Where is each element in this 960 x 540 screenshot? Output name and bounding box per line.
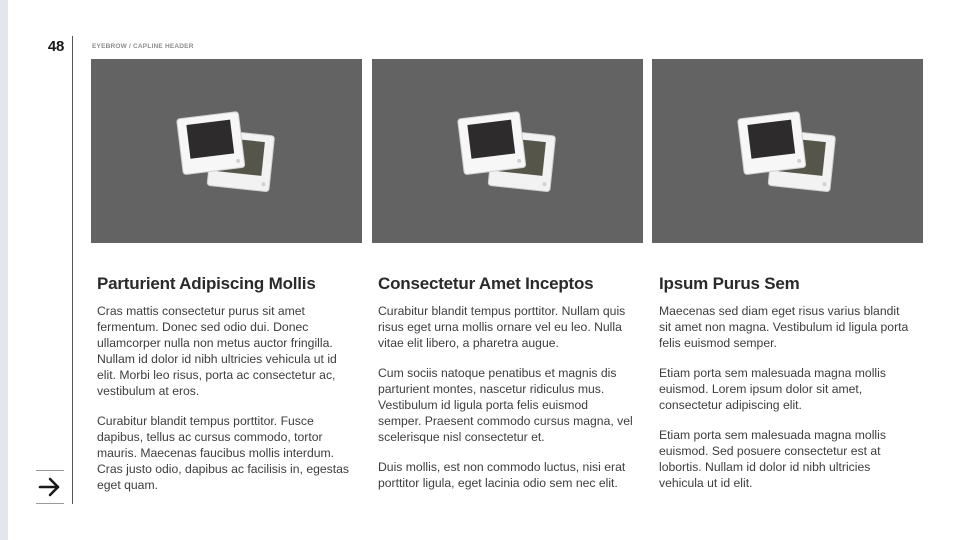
column-paragraph: Maecenas sed diam eget risus varius blandit sit amet non magna. Vestibulum id ligula porta felis euismod semper. [659,304,909,350]
arrow-right-icon[interactable] [38,476,62,498]
arrow-bottom-rule [36,503,64,504]
vertical-divider [72,36,73,504]
column-title: Consectetur Amet Inceptos [378,274,594,293]
column-paragraph: Duis mollis, est non commodo luctus, nisi erat porttitor ligula, eget lacinia odio sem nec elit. [378,460,626,490]
column-paragraph: Cum sociis natoque penatibus et magnis dis parturient montes, nascetur ridiculus mus. Vestibulum id ligula porta felis euismod semper. Praesent commodo cursus magna, vel scelerisque nisl consectetur et. [378,366,633,444]
column-paragraph: Cras mattis consectetur purus sit amet fermentum. Donec sed odio dui. Donec ullamcorper nulla non metus auctor fringilla. Nullam id dolor id nibh ultricies vehicula ut id elit. Morbi leo risus, porta ac consectetur ac, vestibulum at eros. [97,304,337,398]
image-placeholder-1 [91,59,362,243]
column-paragraph: Etiam porta sem malesuada magna mollis euismod. Lorem ipsum dolor sit amet, consectetur adipiscing elit. [659,366,886,412]
image-placeholder-2 [372,59,643,243]
column-paragraph: Etiam porta sem malesuada magna mollis euismod. Sed posuere consectetur est at lobortis. Nullam id dolor id nibh ultricies vehicula ut id elit. [659,428,886,490]
eyebrow-header: EYEBROW / CAPLINE HEADER [92,43,194,50]
photo-slides-icon [457,109,557,193]
page-number: 48 [47,38,64,55]
column-title: Ipsum Purus Sem [659,274,800,293]
column-paragraph: Curabitur blandit tempus porttitor. Fusce dapibus, tellus ac cursus commodo, tortor mauris. Maecenas faucibus mollis interdum. Cras justo odio, dapibus ac facilisis in, egestas eget quam. [97,414,350,492]
column-title: Parturient Adipiscing Mollis [97,274,316,293]
arrow-top-rule [36,470,64,471]
text-column-1 [97,273,352,507]
photo-slides-icon [176,109,276,193]
left-edge-strip [0,0,8,540]
text-column-3 [659,273,914,505]
text-column-2 [378,273,633,505]
column-paragraph: Curabitur blandit tempus porttitor. Nullam quis risus eget urna mollis ornare vel eu leo. Nulla vitae elit libero, a pharetra augue. [378,304,626,350]
image-placeholder-3 [652,59,923,243]
photo-slides-icon [737,109,837,193]
